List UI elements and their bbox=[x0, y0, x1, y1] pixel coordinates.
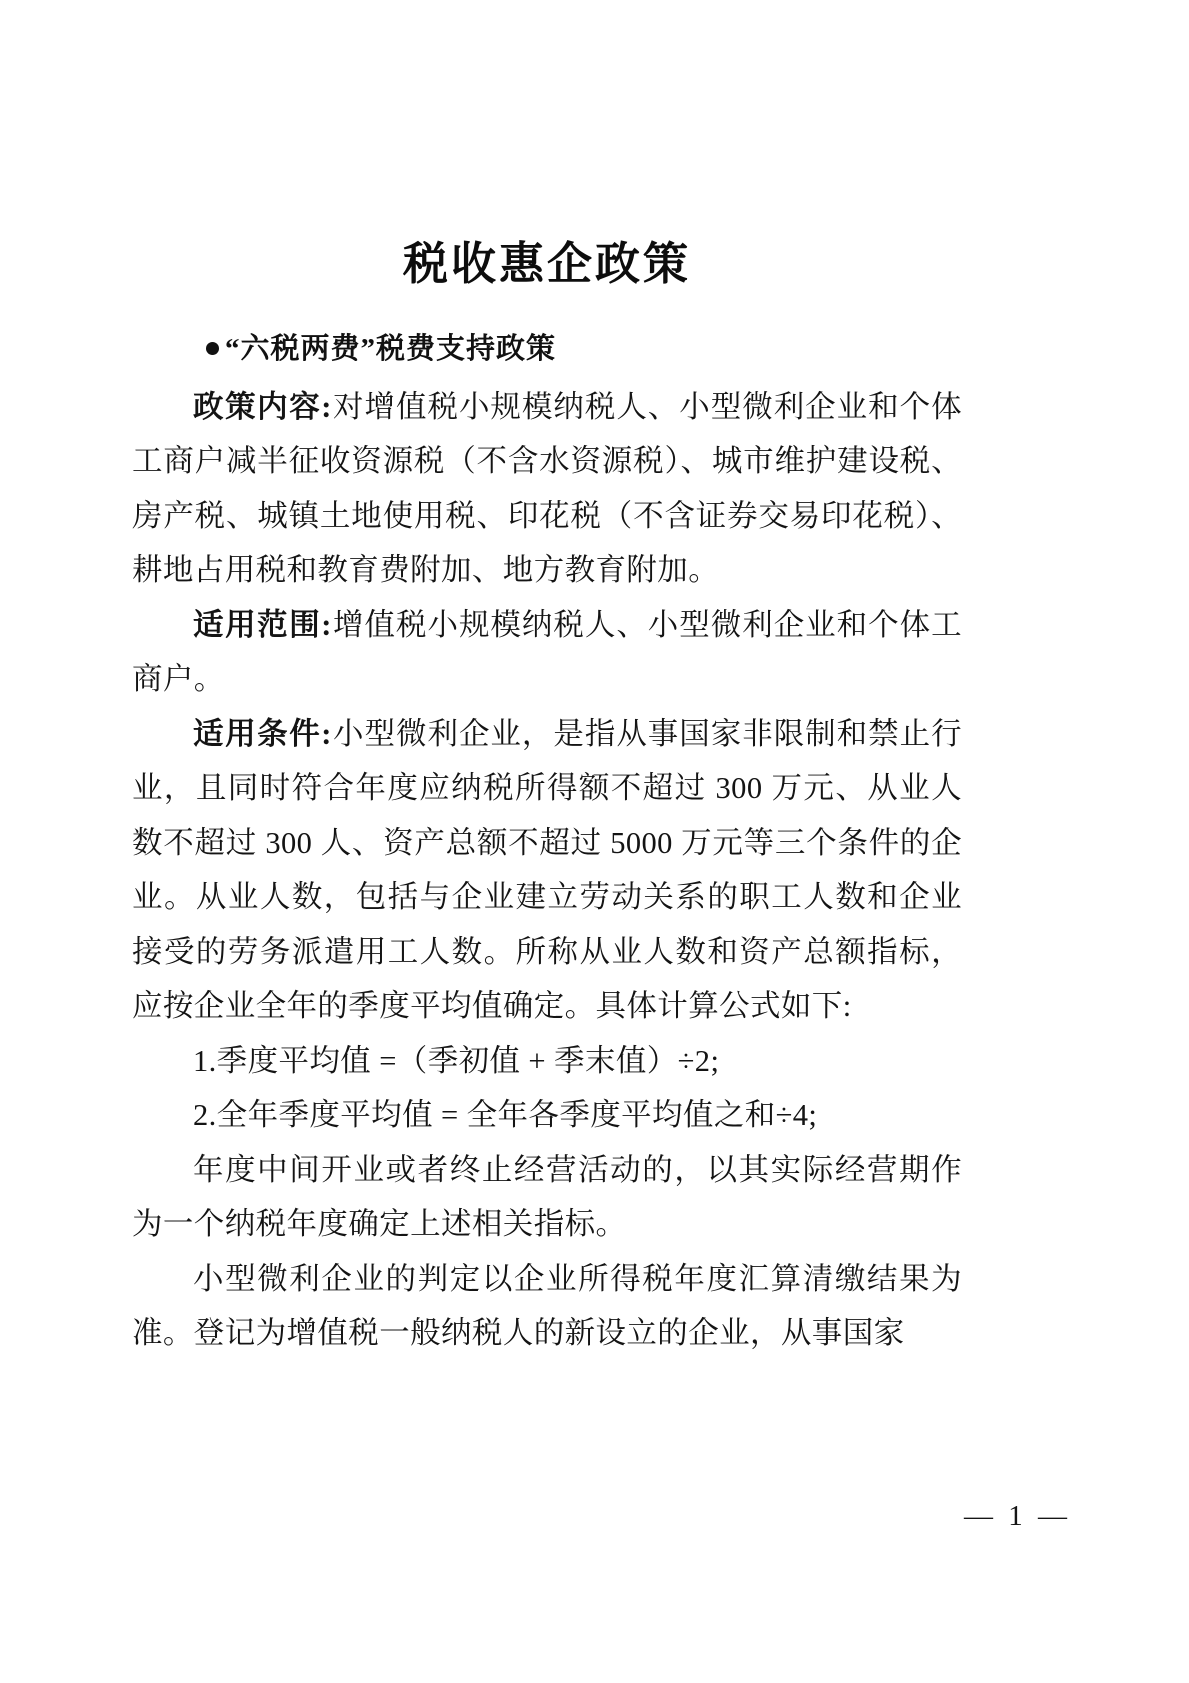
section-heading-label: “六税两费”税费支持政策 bbox=[225, 333, 557, 366]
paragraph-policy-content bbox=[132, 380, 962, 598]
paragraph-mid-year-operation: 年度中间开业或者终止经营活动的，以其实际经营期作为一个纳税年度确定上述相关指标。 bbox=[132, 1152, 962, 1242]
page-content bbox=[132, 236, 962, 1361]
paragraph-applicable-conditions bbox=[132, 707, 962, 1034]
paragraph-determination-basis: 小型微利企业的判定以企业所得税年度汇算清缴结果为准。登记为增值税一般纳税人的新设立的企业，从事国家 bbox=[132, 1261, 962, 1351]
page-title: 税收惠企政策 bbox=[402, 239, 691, 289]
paragraph-lead-applicable-scope: 适用范围: bbox=[193, 607, 333, 642]
paragraph-lead-policy-content: 政策内容: bbox=[193, 389, 333, 424]
formula-line-2: 2.全年季度平均值 = 全年各季度平均值之和÷4; bbox=[193, 1098, 818, 1133]
paragraph-text-policy-content: 对增值税小规模纳税人、小型微利企业和个体工商户减半征收资源税（不含水资源税）、城市维护建设税、房产税、城镇土地使用税、印花税（不含证券交易印花税）、耕地占用税和教育费附加、地方教育附加。 bbox=[132, 389, 962, 588]
paragraph-text-applicable-scope: 增值税小规模纳税人、小型微利企业和个体工商户。 bbox=[132, 607, 962, 697]
page-number: — 1 — bbox=[964, 1500, 1071, 1532]
filled-circle-bullet-icon bbox=[206, 342, 219, 355]
paragraph-lead-applicable-conditions: 适用条件: bbox=[193, 716, 333, 751]
formula-line-1: 1.季度平均值 =（季初值 + 季末值）÷2; bbox=[193, 1043, 720, 1078]
paragraph-text-applicable-conditions: 小型微利企业，是指从事国家非限制和禁止行业，且同时符合年度应纳税所得额不超过 300 万元、从业人数不超过 300 人、资产总额不超过 5000 万元等三个条件的企业。从业人数，包括与企业建立劳动关系的职工人数和企业接受的劳务派遣用工人数。所称从业人数和资产总额指标，应按企业全年的季度平均值确定。具体计算公式如下: bbox=[132, 716, 962, 1024]
section-heading bbox=[132, 328, 962, 372]
paragraph-applicable-scope bbox=[132, 598, 962, 707]
